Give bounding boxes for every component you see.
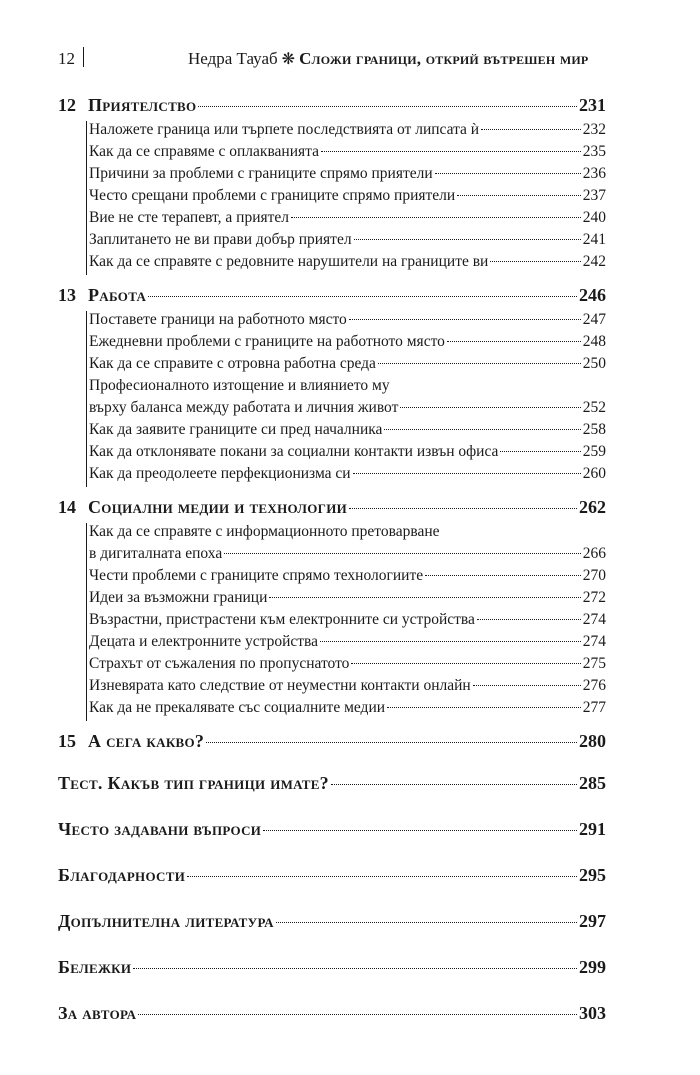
section-entry[interactable]: [87, 567, 606, 589]
dot-leader: [481, 129, 581, 130]
entry-page: 272: [582, 589, 606, 606]
entry-title: Ежедневни проблеми с границите на работното място: [89, 333, 445, 350]
dot-leader: [269, 597, 580, 598]
dot-leader: [349, 508, 577, 509]
entry-page: 248: [582, 333, 606, 350]
header-divider: [83, 47, 84, 67]
back-matter-entry[interactable]: [58, 911, 606, 935]
dot-leader: [435, 173, 581, 174]
chapter-entry[interactable]: [58, 285, 606, 309]
entry-page: 291: [579, 819, 606, 839]
back-matter-entry[interactable]: [58, 957, 606, 981]
chapter-entry[interactable]: [58, 95, 606, 119]
chapter-sections: [86, 121, 606, 275]
section-entry[interactable]: [87, 655, 606, 677]
section-entry[interactable]: [87, 231, 606, 253]
entry-title: За автора: [58, 1003, 137, 1023]
running-header: [58, 44, 614, 70]
chapter-number: 12: [58, 95, 76, 115]
entry-title: Изневярата като следствие от неуместни контакти онлайн: [89, 677, 471, 694]
dot-leader: [148, 296, 577, 297]
dot-leader: [276, 922, 577, 923]
dot-leader: [353, 473, 581, 474]
entry-page: 297: [579, 911, 606, 931]
dot-leader: [331, 784, 577, 785]
section-entry[interactable]: [87, 209, 606, 231]
chapter-entry[interactable]: [58, 497, 606, 521]
entry-page: 274: [582, 611, 606, 628]
spacer: [58, 755, 606, 773]
entry-title: Децата и електронните устройства: [89, 633, 319, 650]
page-number: 12: [58, 49, 75, 68]
dot-leader: [320, 641, 581, 642]
entry-title: Тест. Какъв тип граници имате?: [58, 773, 329, 793]
entry-page: 235: [582, 143, 606, 160]
entry-title: Заплитането не ви прави добър приятел: [89, 231, 352, 248]
dot-leader: [387, 707, 581, 708]
entry-title: Често срещани проблеми с границите спрямо приятели: [89, 187, 456, 204]
entry-title: Как да преодолеете перфекционизма си: [89, 465, 351, 482]
entry-page: 237: [582, 187, 606, 204]
header-author: Недра Тауаб: [188, 49, 278, 68]
entry-page: 259: [582, 443, 606, 460]
dot-leader: [400, 407, 580, 408]
section-entry[interactable]: [87, 545, 606, 567]
section-entry[interactable]: [87, 677, 606, 699]
entry-title: в дигиталната епоха: [89, 545, 223, 562]
section-entry[interactable]: [87, 253, 606, 275]
section-entry[interactable]: [87, 589, 606, 611]
entry-title: Социални медии и технологии: [88, 497, 348, 517]
dot-leader: [138, 1014, 577, 1015]
section-entry[interactable]: [87, 611, 606, 633]
dot-leader: [457, 195, 581, 196]
entry-page: 280: [579, 731, 606, 751]
dot-leader: [378, 363, 581, 364]
section-entry[interactable]: [87, 187, 606, 209]
entry-page: 231: [579, 95, 606, 115]
entry-page: 299: [579, 957, 606, 977]
entry-title: Вие не сте терапевт, а приятел: [89, 209, 290, 226]
entry-title: Често задавани въпроси: [58, 819, 262, 839]
entry-title: Как да се справяте с редовните нарушители на границите ви: [89, 253, 489, 270]
entry-page: 274: [582, 633, 606, 650]
entry-page: 295: [579, 865, 606, 885]
entry-title: Как да заявите границите си пред началника: [89, 421, 383, 438]
back-matter-entry[interactable]: [58, 773, 606, 797]
entry-title: Как да отклонявате покани за социални контакти извън офиса: [89, 443, 499, 460]
dot-leader: [490, 261, 580, 262]
dot-leader: [351, 663, 580, 664]
section-entry[interactable]: [87, 311, 606, 333]
flower-ornament-icon: ❋: [281, 51, 296, 68]
entry-page: 250: [582, 355, 606, 372]
dot-leader: [500, 451, 580, 452]
dot-leader: [291, 217, 581, 218]
dot-leader: [425, 575, 581, 576]
dot-leader: [477, 619, 581, 620]
dot-leader: [133, 968, 577, 969]
entry-page: 241: [582, 231, 606, 248]
dot-leader: [447, 341, 581, 342]
dot-leader: [206, 742, 577, 743]
entry-title: Бележки: [58, 957, 132, 977]
section-entry[interactable]: [87, 143, 606, 165]
entry-page: 232: [582, 121, 606, 138]
entry-title: Идеи за възможни граници: [89, 589, 268, 606]
entry-page: 260: [582, 465, 606, 482]
entry-page: 258: [582, 421, 606, 438]
back-matter-entry[interactable]: [58, 819, 606, 843]
chapter-number: 15: [58, 731, 76, 751]
entry-page: 275: [582, 655, 606, 672]
entry-title: Причини за проблеми с границите спрямо приятели: [89, 165, 433, 182]
entry-title: Допълнителна литература: [58, 911, 274, 931]
header-book-title: Сложи граници, открий вътрешен мир: [299, 49, 589, 68]
chapter-number: 14: [58, 497, 76, 517]
section-entry[interactable]: [87, 443, 606, 465]
dot-leader: [263, 830, 577, 831]
entry-title: върху баланса между работата и личния живот: [89, 399, 399, 416]
section-entry[interactable]: [87, 399, 606, 421]
entry-title: Приятелство: [88, 95, 197, 115]
table-of-contents: [58, 95, 606, 1049]
dot-leader: [187, 876, 577, 877]
entry-title: А сега какво?: [88, 731, 205, 751]
entry-page: 277: [582, 699, 606, 716]
back-matter-entry[interactable]: [58, 865, 606, 889]
section-entry[interactable]: [87, 699, 606, 721]
entry-page: 246: [579, 285, 606, 305]
entry-page: 252: [582, 399, 606, 416]
section-entry[interactable]: [87, 333, 606, 355]
entry-title: Наложете граница или търпете последствията от липсата ѝ: [89, 121, 480, 138]
entry-title: Работа: [88, 285, 147, 305]
entry-page: 262: [579, 497, 606, 517]
section-entry[interactable]: [87, 421, 606, 443]
section-entry[interactable]: [87, 633, 606, 655]
entry-page: 247: [582, 311, 606, 328]
section-entry[interactable]: [87, 121, 606, 143]
entry-page: 285: [579, 773, 606, 793]
section-entry[interactable]: [87, 165, 606, 187]
entry-page: 242: [582, 253, 606, 270]
entry-page: 270: [582, 567, 606, 584]
entry-title: Страхът от съжаления по пропуснатото: [89, 655, 350, 672]
entry-title: Поставете граници на работното място: [89, 311, 347, 328]
chapter-sections: [86, 523, 606, 721]
chapter-sections: [86, 311, 606, 487]
back-matter-entry[interactable]: [58, 1003, 606, 1027]
entry-title: Благодарности: [58, 865, 186, 885]
dot-leader: [224, 553, 581, 554]
section-title-line: Как да се справяте с информационното претоварване: [89, 523, 440, 540]
chapter-entry[interactable]: [58, 731, 606, 755]
entry-page: 276: [582, 677, 606, 694]
chapter-number: 13: [58, 285, 76, 305]
dot-leader: [384, 429, 580, 430]
dot-leader: [321, 151, 581, 152]
entry-page: 236: [582, 165, 606, 182]
entry-page: 240: [582, 209, 606, 226]
section-entry[interactable]: [87, 465, 606, 487]
dot-leader: [354, 239, 581, 240]
entry-title: Как да не прекалявате със социалните медии: [89, 699, 386, 716]
entry-title: Чести проблеми с границите спрямо технологиите: [89, 567, 424, 584]
entry-title: Как да се справяме с оплакванията: [89, 143, 319, 160]
dot-leader: [198, 106, 577, 107]
entry-page: 266: [582, 545, 606, 562]
entry-page: 303: [579, 1003, 606, 1023]
dot-leader: [473, 685, 581, 686]
section-title-line: Професионалното изтощение и влиянието му: [89, 377, 390, 394]
entry-title: Възрастни, пристрастени към електронните си устройства: [89, 611, 475, 628]
section-entry[interactable]: [87, 355, 606, 377]
entry-title: Как да се справите с отровна работна среда: [89, 355, 376, 372]
dot-leader: [349, 319, 581, 320]
